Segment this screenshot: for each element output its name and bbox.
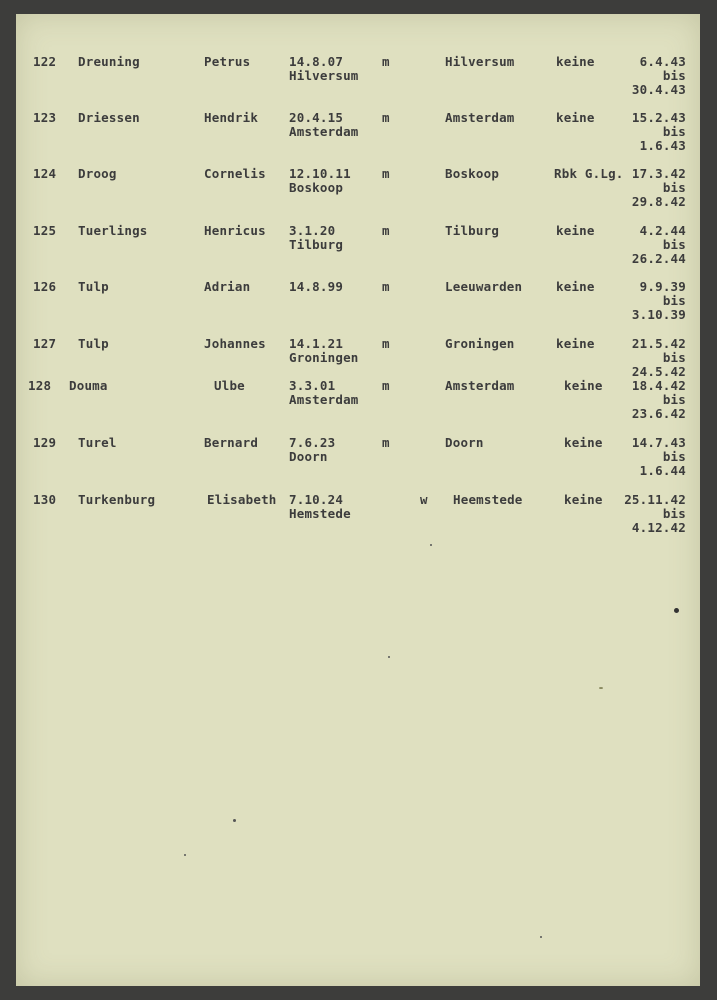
- period: [606, 436, 686, 478]
- period-bis: bis: [662, 449, 686, 464]
- sex: m: [382, 166, 390, 181]
- period-to: 4.12.42: [631, 520, 686, 535]
- period-from: 18.4.42: [631, 378, 686, 393]
- birth-date: 3.3.01: [289, 378, 336, 393]
- birth-info: [289, 167, 351, 195]
- period-to: 3.10.39: [631, 307, 686, 322]
- table-row: [16, 167, 700, 223]
- birth-date: 14.8.07: [289, 54, 344, 69]
- birth-date: 20.4.15: [289, 110, 344, 125]
- period: [606, 493, 686, 535]
- last-name: Turkenburg: [78, 492, 156, 507]
- period-bis: bis: [662, 350, 686, 365]
- record-number: 125: [33, 223, 57, 238]
- period: [606, 224, 686, 266]
- sex: m: [382, 54, 390, 69]
- birth-place: Amsterdam: [289, 392, 359, 407]
- birth-info: [289, 224, 343, 252]
- sex: m: [382, 336, 390, 351]
- period: [606, 280, 686, 322]
- period-from: 25.11.42: [624, 492, 686, 507]
- residence: Amsterdam: [445, 110, 515, 125]
- record-number: 128: [28, 378, 52, 393]
- sex: m: [382, 223, 390, 238]
- birth-place: Hemstede: [289, 506, 351, 521]
- last-name: Tuerlings: [78, 223, 148, 238]
- remark: keine: [556, 279, 595, 294]
- remark: keine: [564, 492, 603, 507]
- sex: m: [382, 110, 390, 125]
- last-name: Douma: [69, 378, 108, 393]
- first-name: Elisabeth: [207, 492, 277, 507]
- paper-speck: [540, 936, 542, 938]
- birth-place: Amsterdam: [289, 124, 359, 139]
- birth-date: 14.8.99: [289, 279, 344, 294]
- period: [606, 167, 686, 209]
- table-row: [16, 55, 700, 111]
- record-number: 123: [33, 110, 57, 125]
- period-from: 9.9.39: [639, 279, 686, 294]
- period-to: 26.2.44: [631, 251, 686, 266]
- remark: keine: [556, 110, 595, 125]
- period-from: 17.3.42: [631, 166, 686, 181]
- birth-date: 7.6.23: [289, 435, 336, 450]
- record-number: 122: [33, 54, 57, 69]
- period-bis: bis: [662, 124, 686, 139]
- birth-info: [289, 280, 343, 294]
- birth-info: [289, 379, 359, 407]
- birth-info: [289, 111, 359, 139]
- remark: keine: [556, 54, 595, 69]
- last-name: Droog: [78, 166, 117, 181]
- table-row: [16, 379, 700, 435]
- residence: Hilversum: [445, 54, 515, 69]
- remark: keine: [556, 223, 595, 238]
- birth-info: [289, 337, 359, 365]
- birth-info: [289, 55, 359, 83]
- first-name: Bernard: [204, 435, 259, 450]
- sex: m: [382, 435, 390, 450]
- paper-speck: [233, 819, 236, 822]
- remark: keine: [564, 435, 603, 450]
- period: [606, 111, 686, 153]
- table-row: [16, 280, 700, 336]
- record-number: 129: [33, 435, 57, 450]
- table-row: [16, 493, 700, 549]
- birth-place: Hilversum: [289, 68, 359, 83]
- paper-speck: [430, 544, 432, 546]
- period-to: 1.6.44: [639, 463, 686, 478]
- birth-place: Doorn: [289, 449, 328, 464]
- residence: Leeuwarden: [445, 279, 523, 294]
- table-row: [16, 224, 700, 280]
- last-name: Turel: [78, 435, 117, 450]
- first-name: Ulbe: [214, 378, 245, 393]
- table-row: [16, 436, 700, 492]
- period-from: 14.7.43: [631, 435, 686, 450]
- birth-info: [289, 493, 351, 521]
- paper-speck: [184, 854, 186, 856]
- period-from: 6.4.43: [639, 54, 686, 69]
- remark: Rbk G.Lg.: [554, 166, 624, 181]
- period-bis: bis: [662, 68, 686, 83]
- residence: Doorn: [445, 435, 484, 450]
- first-name: Hendrik: [204, 110, 259, 125]
- record-number: 127: [33, 336, 57, 351]
- remark: keine: [556, 336, 595, 351]
- residence: Heemstede: [453, 492, 523, 507]
- period: [606, 379, 686, 421]
- period-from: 4.2.44: [639, 223, 686, 238]
- period-from: 15.2.43: [631, 110, 686, 125]
- period-to: 30.4.43: [631, 82, 686, 97]
- first-name: Petrus: [204, 54, 251, 69]
- residence: Groningen: [445, 336, 515, 351]
- period-to: 24.5.42: [631, 364, 686, 379]
- paper-speck: [674, 608, 679, 613]
- birth-info: [289, 436, 335, 464]
- period-to: 1.6.43: [639, 138, 686, 153]
- period-bis: bis: [662, 180, 686, 195]
- paper-speck: [388, 656, 390, 658]
- period-to: 23.6.42: [631, 406, 686, 421]
- first-name: Cornelis: [204, 166, 266, 181]
- residence: Amsterdam: [445, 378, 515, 393]
- birth-place: Groningen: [289, 350, 359, 365]
- period-bis: bis: [662, 392, 686, 407]
- record-number: 126: [33, 279, 57, 294]
- last-name: Tulp: [78, 279, 109, 294]
- period: [606, 55, 686, 97]
- birth-date: 7.10.24: [289, 492, 344, 507]
- residence: Tilburg: [445, 223, 500, 238]
- last-name: Driessen: [78, 110, 140, 125]
- residence: Boskoop: [445, 166, 500, 181]
- period: [606, 337, 686, 379]
- sex: m: [382, 378, 390, 393]
- last-name: Tulp: [78, 336, 109, 351]
- document-page: [16, 14, 700, 986]
- sex: w: [420, 492, 428, 507]
- period-to: 29.8.42: [631, 194, 686, 209]
- birth-place: Tilburg: [289, 237, 344, 252]
- record-number: 130: [33, 492, 57, 507]
- birth-date: 14.1.21: [289, 336, 344, 351]
- remark: keine: [564, 378, 603, 393]
- birth-place: Boskoop: [289, 180, 344, 195]
- record-number: 124: [33, 166, 57, 181]
- period-bis: bis: [662, 237, 686, 252]
- birth-date: 12.10.11: [289, 166, 351, 181]
- sex: m: [382, 279, 390, 294]
- period-bis: bis: [662, 293, 686, 308]
- first-name: Henricus: [204, 223, 266, 238]
- period-from: 21.5.42: [631, 336, 686, 351]
- first-name: Johannes: [204, 336, 266, 351]
- table-row: [16, 111, 700, 167]
- period-bis: bis: [662, 506, 686, 521]
- birth-date: 3.1.20: [289, 223, 336, 238]
- paper-speck: [599, 687, 603, 689]
- last-name: Dreuning: [78, 54, 140, 69]
- first-name: Adrian: [204, 279, 251, 294]
